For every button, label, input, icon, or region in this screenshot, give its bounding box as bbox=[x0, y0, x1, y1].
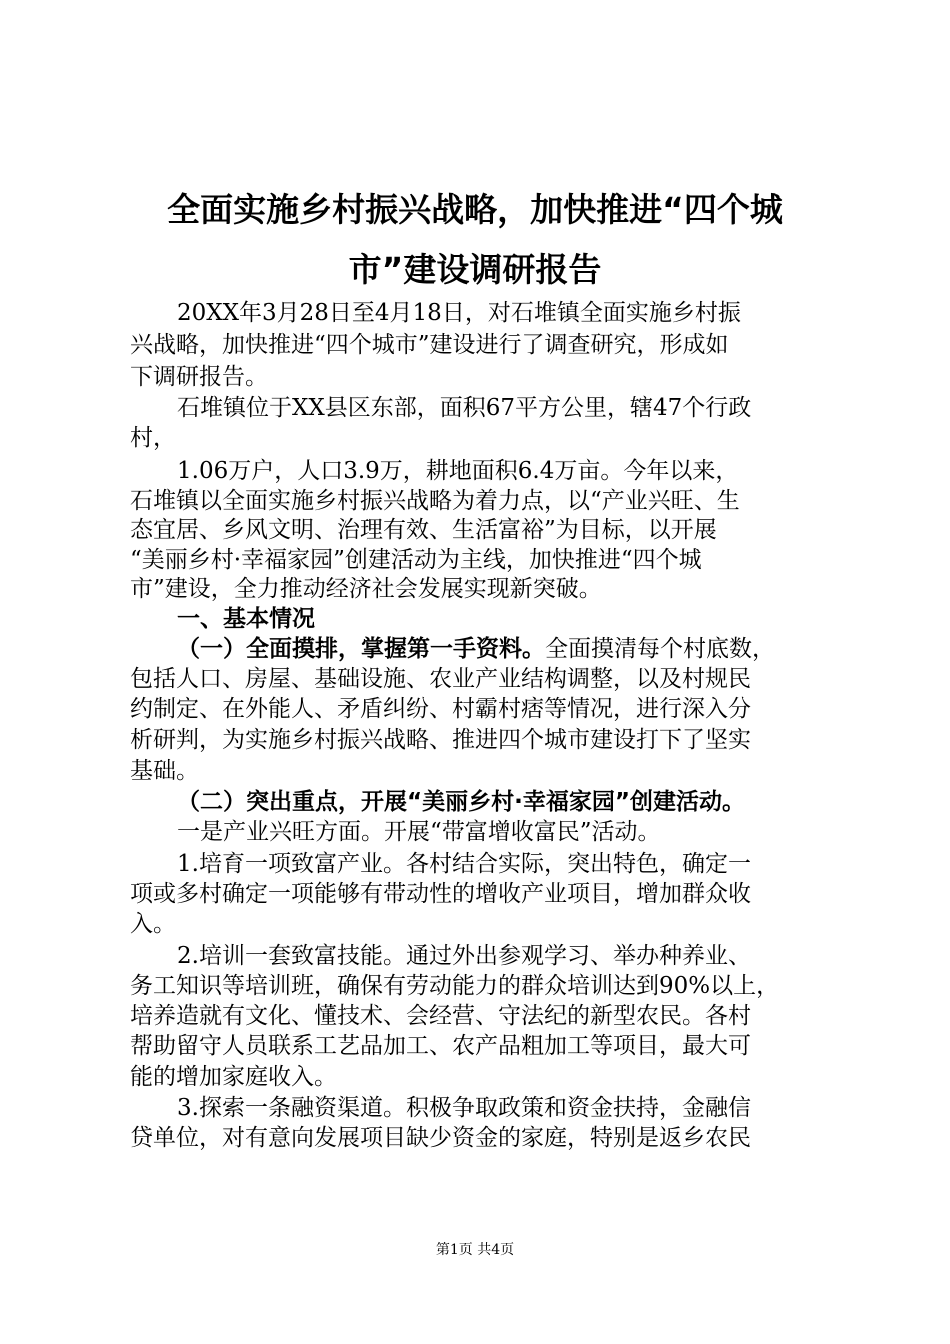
paragraph-line: 3.探索一条融资渠道。积极争取政策和资金扶持，金融信 bbox=[177, 1095, 751, 1121]
paragraph-line: 石堆镇位于XX县区东部，面积67平方公里，辖47个行政 bbox=[177, 395, 752, 421]
paragraph-line: 基础。 bbox=[130, 758, 199, 784]
paragraph-line: 项或多村确定一项能够有带动性的增收产业项目，增加群众收 bbox=[130, 881, 751, 907]
paragraph-text: 全面摸清每个村底数， bbox=[545, 636, 775, 662]
paragraph-line: 1.06万户，人口3.9万，耕地面积6.4万亩。今年以来， bbox=[177, 458, 739, 484]
paragraph-line: 贷单位，对有意向发展项目缺少资金的家庭，特别是返乡农民 bbox=[130, 1125, 751, 1151]
paragraph-line: 务工知识等培训班，确保有劳动能力的群众培训达到90%以上， bbox=[130, 973, 780, 999]
paragraph-line: 1.培育一项致富产业。各村结合实际，突出特色，确定一 bbox=[177, 851, 751, 877]
paragraph-line bbox=[177, 634, 775, 664]
document-title-line-2: 市”建设调研报告 bbox=[348, 250, 602, 289]
subsection-heading: （二）突出重点，开展“美丽乡村·幸福家园”创建活动。 bbox=[177, 789, 745, 815]
paragraph-line: “美丽乡村·幸福家园”创建活动为主线，加快推进“四个城 bbox=[130, 547, 702, 573]
paragraph-line: 帮助留守人员联系工艺品加工、农产品粗加工等项目，最大可 bbox=[130, 1033, 751, 1059]
paragraph-line: 培养造就有文化、懂技术、会经营、守法纪的新型农民。各村 bbox=[130, 1003, 751, 1029]
paragraph-line: 20XX年3月28日至4月18日，对石堆镇全面实施乡村振 bbox=[177, 300, 741, 326]
paragraph-line: 能的增加家庭收入。 bbox=[130, 1064, 337, 1090]
paragraph-line: 约制定、在外能人、矛盾纠纷、村霸村痞等情况，进行深入分 bbox=[130, 696, 751, 722]
paragraph-line: 包括人口、房屋、基础设施、农业产业结构调整，以及村规民 bbox=[130, 666, 751, 692]
paragraph-line: 村， bbox=[130, 425, 176, 451]
page-number-footer: 第1页 共4页 bbox=[435, 1242, 515, 1258]
paragraph-line: 兴战略，加快推进“四个城市”建设进行了调查研究，形成如 bbox=[130, 332, 729, 358]
paragraph-line: 析研判，为实施乡村振兴战略、推进四个城市建设打下了坚实 bbox=[130, 727, 751, 753]
document-title-line-1: 全面实施乡村振兴战略，加快推进“四个城 bbox=[167, 190, 783, 229]
paragraph-line: 2.培训一套致富技能。通过外出参观学习、举办种养业、 bbox=[177, 943, 751, 969]
subsection-heading: （一）全面摸排，掌握第一手资料。 bbox=[177, 636, 545, 662]
paragraph-line: 入。 bbox=[130, 911, 176, 937]
paragraph-line: 下调研报告。 bbox=[130, 364, 268, 390]
paragraph-line: 石堆镇以全面实施乡村振兴战略为着力点，以“产业兴旺、生 bbox=[130, 488, 740, 514]
paragraph-line: 市”建设，全力推动经济社会发展实现新突破。 bbox=[130, 576, 602, 602]
section-heading: 一、基本情况 bbox=[177, 606, 315, 632]
paragraph-line: 态宜居、乡风文明、治理有效、生活富裕”为目标，以开展 bbox=[130, 517, 717, 543]
paragraph-line: 一是产业兴旺方面。开展“带富增收富民”活动。 bbox=[177, 819, 661, 845]
